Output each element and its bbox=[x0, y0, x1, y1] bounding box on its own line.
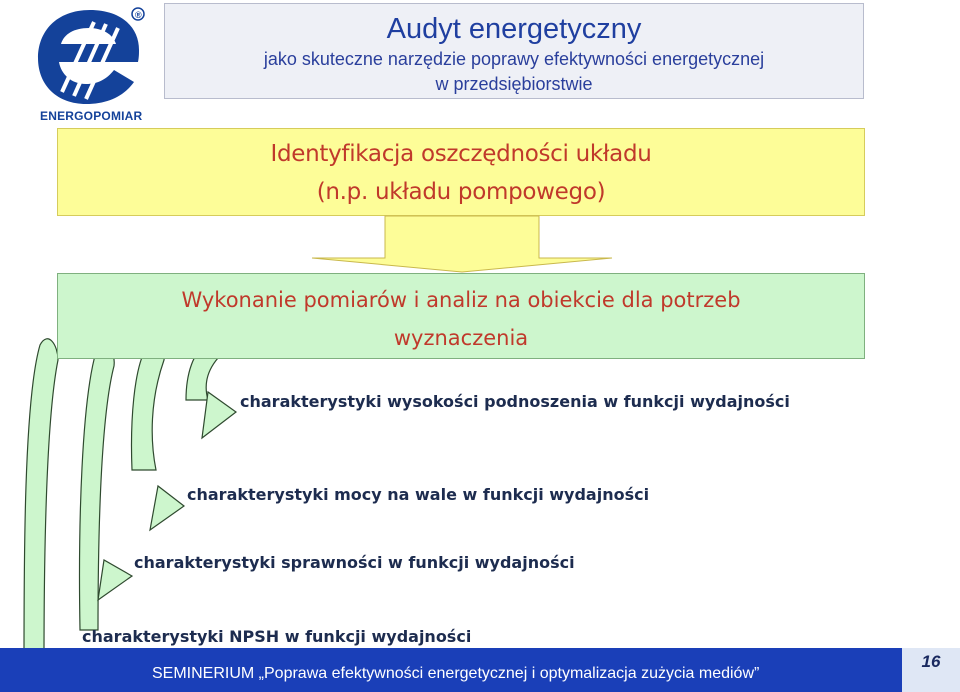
down-arrow-icon bbox=[312, 216, 612, 272]
identification-line1: Identyfikacja oszczędności układu bbox=[270, 141, 652, 167]
measurement-line1: Wykonanie pomiarów i analiz na obiekcie dla potrzeb bbox=[181, 288, 741, 312]
identification-line2: (n.p. układu pompowego) bbox=[316, 179, 606, 205]
characteristic-item-moc: charakterystyki mocy na wale w funkcji wydajności bbox=[187, 485, 650, 504]
svg-text:®: ® bbox=[135, 10, 142, 20]
curved-arrow-icon-moc bbox=[132, 343, 165, 470]
curved-arrow-icon-npsh bbox=[24, 339, 58, 660]
measurement-line2: wyznaczenia bbox=[393, 326, 529, 350]
page-title: Audyt energetyczny bbox=[386, 13, 642, 45]
measurement-box bbox=[57, 273, 865, 359]
page-number: 16 bbox=[921, 652, 941, 671]
characteristic-item-npsh: charakterystyki NPSH w funkcji wydajności bbox=[82, 627, 472, 646]
page-subtitle-line2: w przedsiębiorstwie bbox=[435, 74, 593, 94]
page-subtitle-line1: jako skuteczne narzędzie poprawy efektywności energetycznej bbox=[263, 49, 765, 69]
footer-bar bbox=[0, 648, 960, 692]
characteristic-item-sprawnosc: charakterystyki sprawności w funkcji wydajności bbox=[134, 553, 575, 572]
characteristic-item-wysokosc: charakterystyki wysokości podnoszenia w funkcji wydajności bbox=[240, 392, 790, 411]
footer-seminar-text: SEMINERIUM „Poprawa efektywności energetycznej i optymalizacja zużycia mediów” bbox=[152, 665, 760, 682]
logo-company-name: ENERGOPOMIAR bbox=[40, 109, 143, 123]
page-number-badge bbox=[902, 648, 960, 692]
